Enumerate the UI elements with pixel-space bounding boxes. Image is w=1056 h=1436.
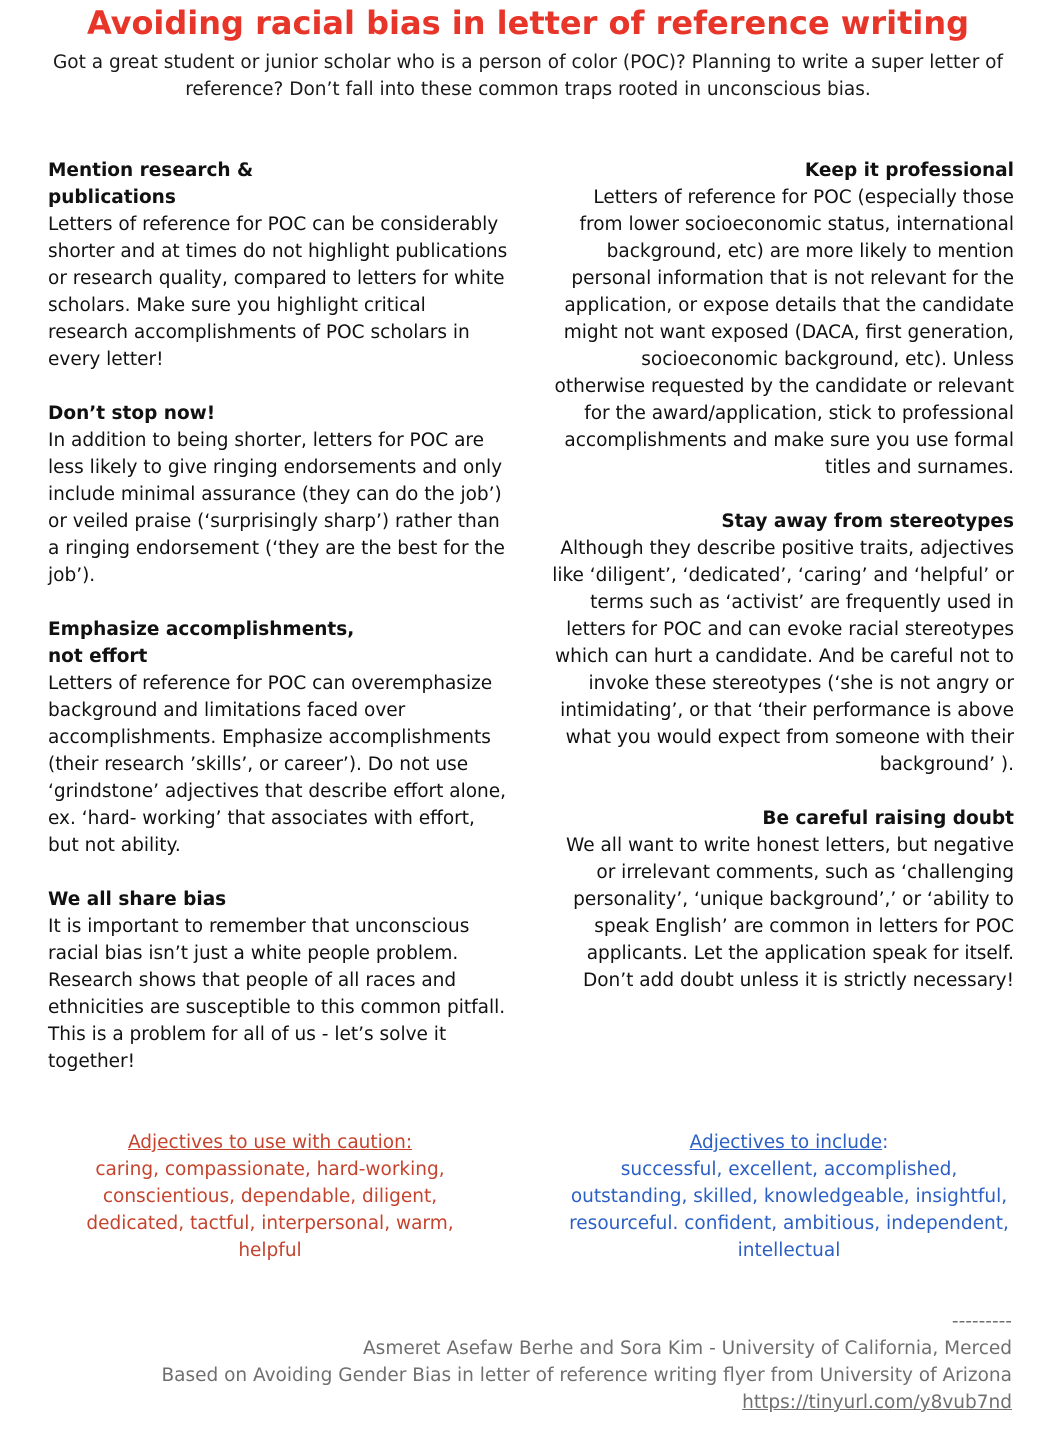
- right-column: [548, 157, 1014, 1021]
- adjectives-caution-box: [60, 1129, 480, 1264]
- section-be-careful-raising-doubt: [548, 805, 1014, 994]
- footer-authors: Asmeret Asefaw Berhe and Sora Kim - University of California, Merced: [363, 1338, 1012, 1359]
- section-body: Although they describe positive traits, adjectives like ‘diligent’, ‘dedicated’, ‘caring’ and ‘helpful’ or terms such as ‘activist’ are frequently used in letters for POC and can evoke racial stereotypes which can hurt a candidate. And be careful not to invoke these stereotypes (‘she is not angry or intimidating’, or that ‘their performance is above what you would expect from someone with their background’ ).: [552, 538, 1014, 775]
- section-body: Letters of reference for POC (especially those from lower socioeconomic status, international background, etc) are more likely to mention personal information that is not relevant for the application, or expose details that the candidate might not want exposed (DACA, first generation, socioeconomic background, etc). Unless otherwise requested by the candidate or relevant for the award/application, stick to professional accomplishments and make sure you use formal titles and surnames.: [554, 187, 1014, 478]
- section-dont-stop-now: [48, 400, 508, 589]
- left-column: [48, 157, 508, 1102]
- adjectives-include-title-suffix: :: [882, 1132, 889, 1153]
- footer-link[interactable]: https://tinyurl.com/y8vub7nd: [742, 1392, 1012, 1413]
- adjectives-caution-title-text: Adjectives to use with caution:: [127, 1132, 413, 1153]
- adjectives-caution-title: [60, 1129, 480, 1156]
- section-mention-research: [48, 157, 508, 373]
- adjectives-include-title-text: Adjectives to include: [689, 1132, 883, 1153]
- section-stay-away-from-stereotypes: [548, 508, 1014, 778]
- section-heading: Mention research & publications: [48, 160, 254, 208]
- adjectives-caution-list: caring, compassionate, hard-working, conscientious, dependable, diligent, dedicated, tactful, interpersonal, warm, helpful: [86, 1159, 454, 1261]
- section-emphasize-accomplishments: [48, 616, 508, 859]
- section-heading: Keep it professional: [804, 160, 1014, 181]
- intro-text: Got a great student or junior scholar who is a person of color (POC)? Planning to write a super letter of reference? Don’t fall into these common traps rooted in unconscious bias.: [52, 52, 1004, 100]
- section-heading: Don’t stop now!: [48, 403, 216, 424]
- adjectives-include-title: [560, 1129, 1018, 1156]
- section-body: Letters of reference for POC can overemphasize background and limitations faced over accomplishments. Emphasize accomplishments (their research ’skills’, or career’). Do not use ‘grindstone’ adjectives that describe effort alone, ex. ‘hard- working’ that associates with effort, but not ability.: [48, 673, 507, 856]
- section-heading: We all share bias: [48, 889, 227, 910]
- section-heading: Emphasize accomplishments, not effort: [48, 619, 355, 667]
- adjectives-include-list: successful, excellent, accomplished, outstanding, skilled, knowledgeable, insightful, resourceful. confident, ambitious, independent, intellectual: [569, 1159, 1009, 1261]
- footer-divider: ---------: [951, 1311, 1012, 1332]
- section-we-all-share-bias: [48, 886, 508, 1075]
- footer: [60, 1308, 1012, 1416]
- section-heading: Be careful raising doubt: [762, 808, 1014, 829]
- adjectives-include-box: [560, 1129, 1018, 1264]
- section-body: It is important to remember that unconscious racial bias isn’t just a white people problem. Research shows that people of all races and ethnicities are susceptible to this common pitfall. This is a problem for all of us - let’s solve it together!: [48, 916, 506, 1072]
- page-title: Avoiding racial bias in letter of reference writing: [86, 4, 970, 42]
- section-body: We all want to write honest letters, but negative or irrelevant comments, such as ‘challenging personality’, ‘unique background’,’ or ‘ability to speak English’ are common in letters for POC applicants. Let the application speak for itself. Don’t add doubt unless it is strictly necessary!: [566, 835, 1014, 991]
- footer-based-on: Based on Avoiding Gender Bias in letter of reference writing flyer from University of Arizona: [161, 1365, 1012, 1386]
- section-keep-it-professional: [548, 157, 1014, 481]
- section-body: In addition to being shorter, letters for POC are less likely to give ringing endorsements and only include minimal assurance (they can do the job’) or veiled praise (‘surprisingly sharp’) rather than a ringing endorsement (‘they are the best for the job’).: [48, 430, 505, 586]
- section-body: Letters of reference for POC can be considerably shorter and at times do not highlight publications or research quality, compared to letters for white scholars. Make sure you highlight critical research accomplishments of POC scholars in every letter!: [48, 214, 508, 370]
- section-heading: Stay away from stereotypes: [721, 511, 1014, 532]
